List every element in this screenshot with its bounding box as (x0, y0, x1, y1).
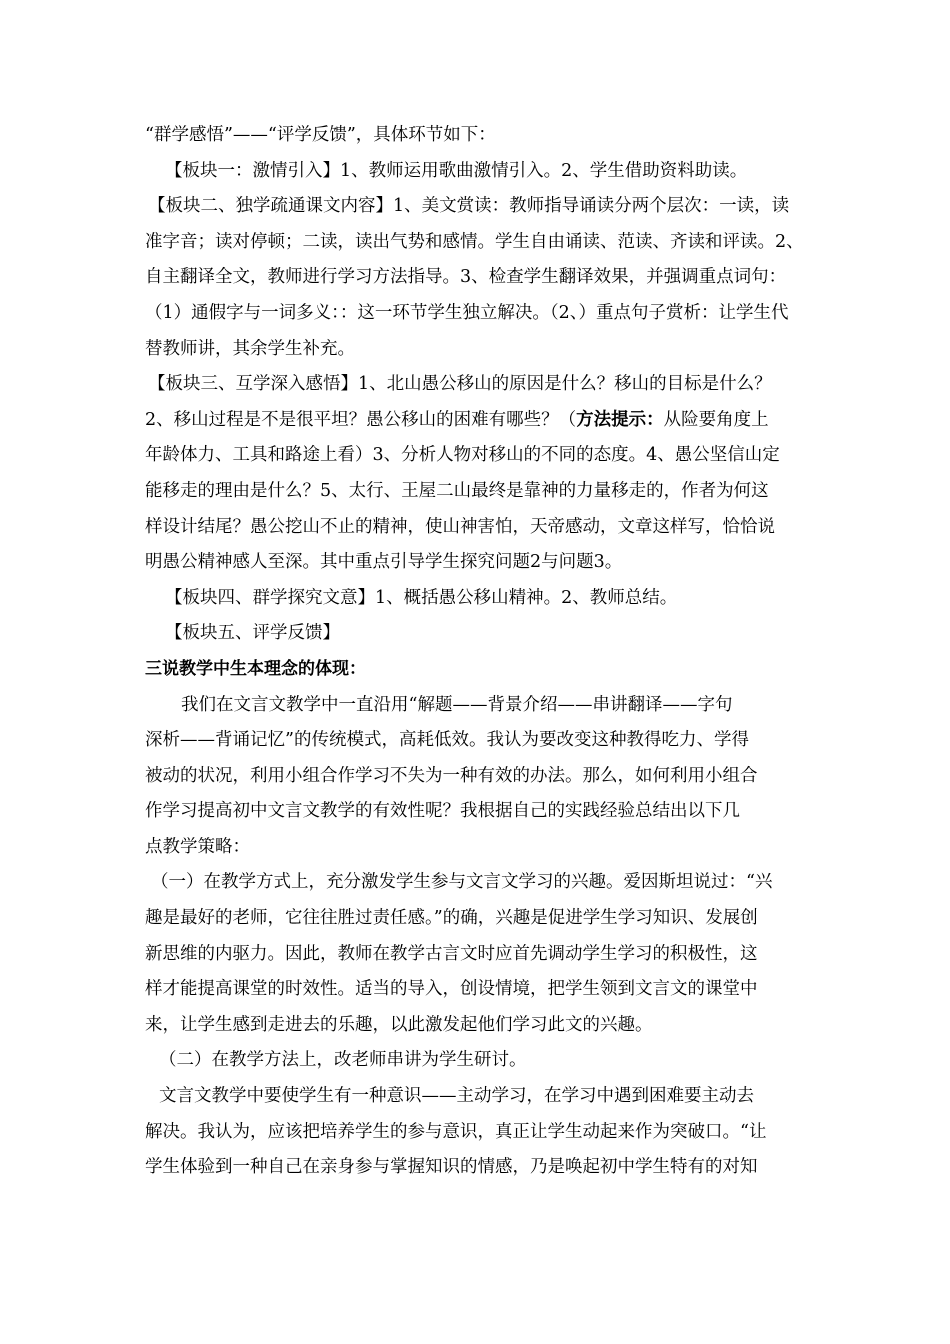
text-line: 来，让学生感到走进去的乐趣，以此激发起他们学习此文的兴趣。 (145, 1014, 653, 1035)
text-line: 【板块一：激情引入】1、教师运用歌曲激情引入。2、学生借助资料助读。 (165, 160, 748, 181)
section-heading: 三说教学中生本理念的体现： (145, 658, 366, 679)
text-line: 样才能提高课堂的时效性。适当的导入，创设情境，把学生领到文言文的课堂中 (145, 979, 758, 1000)
text-segment: 2、移山过程是不是很平坦？愚公移山的困难有哪些？（ (145, 409, 577, 430)
text-line: 趣是最好的老师，它往往胜过责任感。”的确，兴趣是促进学生学习知识、发展创 (145, 908, 758, 929)
text-line: 我们在文言文教学中一直沿用“解题——背景介绍——串讲翻译——字句 (181, 694, 733, 715)
text-line: 作学习提高初中文言文教学的有效性呢？我根据自己的实践经验总结出以下几 (145, 801, 740, 822)
text-line: 深析——背诵记忆”的传统模式，高耗低效。我认为要改变这种教得吃力、学得 (145, 730, 749, 751)
document-body (145, 118, 810, 1186)
text-line: （1）通假字与一词多义：：这一环节学生独立解决。（2、）重点句子赏析：让学生代 (145, 302, 789, 323)
text-line: 【板块五、评学反馈】 (165, 623, 340, 644)
text-line: 被动的状况，利用小组合作学习不失为一种有效的办法。那么，如何利用小组合 (145, 765, 758, 786)
text-line: 替教师讲，其余学生补充。 (145, 338, 355, 359)
text-line: 解决。我认为，应该把培养学生的参与意识，真正让学生动起来作为突破口。“让 (145, 1121, 767, 1142)
text-line: 准字音；读对停顿；二读，读出气势和感情。学生自由诵读、范读、齐读和评读。2、 (145, 231, 804, 252)
text-line: 能移走的理由是什么？5、太行、王屋二山最终是靠神的力量移走的，作者为何这 (145, 480, 769, 501)
text-line: 【板块四、群学探究文意】1、概括愚公移山精神。2、教师总结。 (165, 587, 678, 608)
text-line: 样设计结尾？愚公挖山不止的精神，使山神害怕，天帝感动，文章这样写，恰恰说 (145, 516, 775, 537)
text-line: “群学感悟”——“评学反馈”，具体环节如下： (145, 125, 496, 145)
method-hint-label: 方法提示： (576, 409, 664, 430)
text-line: 学生体验到一种自己在亲身参与掌握知识的情感，乃是唤起初中学生特有的对知 (145, 1157, 758, 1178)
text-segment: 从险要角度上 (663, 409, 769, 430)
text-line: 新思维的内驱力。因此，教师在教学古言文时应首先调动学生学习的积极性，这 (145, 943, 758, 964)
text-line: 点教学策略： (145, 836, 250, 857)
text-line (145, 403, 810, 439)
text-line: 文言文教学中要使学生有一种意识——主动学习，在学习中遇到困难要主动去 (159, 1086, 754, 1107)
text-line: （一）在教学方式上，充分激发学生参与文言文学习的兴趣。爱因斯坦说过：“兴 (151, 872, 773, 893)
text-line: 年龄体力、工具和路途上看）3、分析人物对移山的不同的态度。4、愚公坚信山定 (145, 445, 780, 466)
text-line: 【板块二、独学疏通课文内容】1、美文赏读：教师指导诵读分两个层次：一读，读 (148, 196, 790, 217)
text-line: 自主翻译全文，教师进行学习方法指导。3、检查学生翻译效果，并强调重点词句： (145, 267, 787, 288)
text-line: 【板块三、互学深入感悟】1、北山愚公移山的原因是什么？移山的目标是什么？ (148, 374, 772, 395)
text-line: 明愚公精神感人至深。其中重点引导学生探究问题2与问题3。 (145, 552, 623, 573)
text-line: （二）在教学方法上，改老师串讲为学生研讨。 (159, 1050, 527, 1071)
